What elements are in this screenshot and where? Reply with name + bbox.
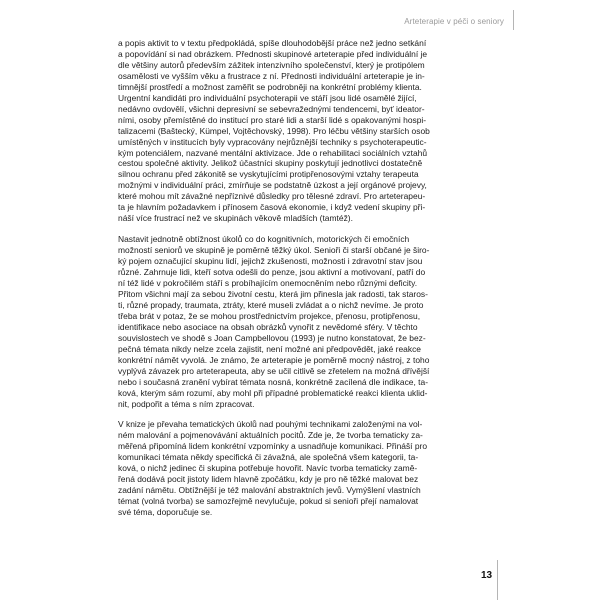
text-line: řená dodává pocit jistoty lidem hlavně zpočátku, kdy je pro ně těžké malovat bez [118,474,419,485]
text-line: talizacemi (Baštecký, Kümpel, Vojtěchovský, 1998). Pro léčbu většiny starších osob [118,125,430,136]
header-rule [513,10,514,30]
text-line: ký pojem označující skupinu lidí, jejichž zkušenosti, možnosti i zdravotní stav jsou [118,256,423,267]
text-line: pečná témata nikdy nelze zcela zajistit, není možné ani předpovědět, jaké reakce [118,343,421,354]
footer-rule [497,560,498,600]
text-line: náší více frustrací než ve skupinách věkově mladších (tamtéž). [118,213,353,224]
text-line: osamělosti ve vyšším věku a frustrace z ní. Přednosti individuální arteterapie je in- [118,70,425,81]
text-line: ném malování a pojmenovávání aktuálních pocitů. Zde je, že tvorba tematicky za- [118,430,423,441]
text-line: ková, o nichž jedinec či skupina potřebuje hovořit. Navíc tvorba tematicky zamě- [118,463,418,474]
text-line: vyplývá závazek pro arteterapeuta, aby se učil citlivě se zřetelem na možná dřívější [118,365,430,376]
running-title: Arteterapie v péči o seniory [404,17,504,26]
text-line: dle většiny autorů především zážitek intenzivního společenství, který je protipólem [118,59,425,70]
text-line: možnými v individuální práci, zmírňuje se podstatně úzkost a její orgánové projevy, [118,180,427,191]
text-line: cestou společné aktivity. Jelikož účastníci skupiny poskytují jednotlivci dostatečně [118,158,423,169]
text-line: možností seniorů ve skupině je poměrně těžký úkol. Senioři či starší občané je širo- [118,245,430,256]
text-line: nedávno ovdovělí, všichni depresivní se sebevražednými tendencemi, byť ideator- [118,103,425,114]
text-line: a popis aktivit to v textu předpokládá, spíše dlouhodobější práce než jedno setkání [118,38,427,48]
text-line: kým potenciálem, nazvané mentální aktivizace. Jde o rehabilitaci sociálních vztahů [118,147,428,158]
text-line: konkrétní námět vyvolá. Je známo, že arteterapie je poměrně mocný nástroj, z toho [118,354,430,365]
paragraph-1 [118,38,488,224]
text-line: komunikaci témata někdy specifická či závažná, ale společná všem kategorii, ta- [118,452,419,463]
text-line: měřená připomíná lidem konkrétní vzpomínky a usnadňuje komunikaci. Přináší pro [118,441,428,452]
paragraph-3 [118,419,488,518]
text-line: timnější prostředí a možnost zaměřit se podrobněji na konkrétní problémy klienta. [118,81,422,92]
text-line: třeba brát v potaz, že se mohou prostřednictvím projekce, přenosu, protipřenosu, [118,310,421,321]
text-line: témat (volná tvorba) se samozřejmě nevylučuje, pokud si senioři přejí namalovat [118,496,419,507]
text-line: které mohou mít závažné nepříznivé důsledky pro tělesné zdraví. Pro arteterapeu- [118,191,426,202]
text-line: Přitom všichni mají za sebou životní cestu, která jim přinesla jak radosti, tak staros- [118,288,428,299]
text-line: ta je hlavním požadavkem i přínosem časová ekonomie, i když vedení skupiny při- [118,202,426,213]
page-number: 13 [481,570,493,581]
text-line: umístěných v institucích byly vypracovány nejrůznější techniky s psychoterapeutic- [118,136,427,147]
text-line: ková, kterým sám rozumí, aby mohl při případné problematické reakci klienta uklid- [118,387,428,398]
text-line: své téma, doporučuje se. [118,507,213,518]
text-line: a popovídání si nad obrázkem. Přednosti skupinové arteterapie před individuální je [118,48,428,59]
text-line: V knize je převaha tematických úkolů nad pouhými technikami založenými na vol- [118,419,423,430]
text-line: Urgentní kandidáti pro individuální psychoterapii ve stáří jsou lidé osamělé žijící, [118,92,417,103]
text-line: ti, různé propady, traumata, ztráty, které museli zvládat a o nichž nevíme. Je proto [118,299,424,310]
text-line: identifikace nebo asociace na obsah obrázků vynořit z nevědomé sféry. V těchto [118,321,418,332]
text-line: nit, podpořit a téma s ním zpracovat. [118,398,255,409]
text-line: ními, osoby přemístěné do institucí pro staré lidi a starší lidé s opakovanými hospi- [118,114,427,125]
text-line: zadání námětu. Obtížnější je též malování abstraktních jevů. Vymýšlení vlastních [118,485,421,496]
text-line: ní též lidé v pokročilém stáří s probíhajícím onemocněním nebo různými deficity. [118,278,418,289]
text-line: různé. Zahrnuje lidi, kteří sotva odešli do penze, jsou aktivní a motivovaní, patří do [118,267,426,278]
body-text [118,38,488,528]
text-line: Nastavit jednotně obtížnost úkolů co do kognitivních, motorických či emočních [118,234,410,245]
paragraph-2 [118,234,488,409]
text-line: souvislostech ve shodě s Joan Campbellovou (1993) je nutno konstatovat, že bez- [118,332,426,343]
text-line: silnou ochranu před zákonitě se vyskytujícími protipřenosovými vztahy terapeuta [118,169,419,180]
text-line: nebo i současná zranění vybírat témata nosná, konkrétně zacílená dle indikace, ta- [118,376,429,387]
